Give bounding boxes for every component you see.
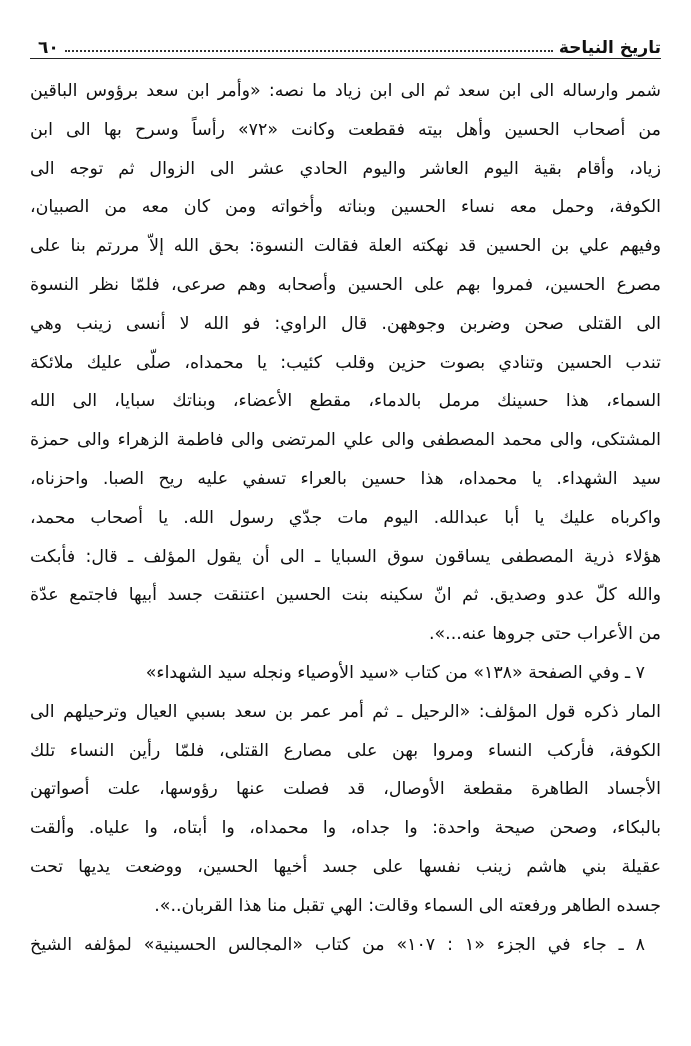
paragraph-8-start: ٨ ـ جاء في الجزء «١ : ١٠٧» من كتاب «المجالس الحسينية» لمؤلفه الشيخ	[30, 934, 645, 955]
paragraph-7-start: ٧ ـ وفي الصفحة «١٣٨» من كتاب «سيد الأوصياء ونجله سيد الشهداء»	[145, 662, 645, 683]
text-line: المشتكى، والى محمد المصطفى والى علي المرتضى والى فاطمة الزهراء والى حمزة	[30, 430, 661, 451]
text-line: من أصحاب الحسين وأهل بيته فقطعت وكانت «٧٢» رأساً وسرح بها الى ابن	[30, 119, 661, 140]
text-line: هؤلاء ذرية المصطفى يساقون سوق السبايا ـ الى أن يقول المؤلف ـ قال: فأبكت	[30, 546, 661, 567]
text-line: سيد الشهداء. يا محمداه، هذا حسين بالعراء تسفي عليه ريح الصبا. واحزناه،	[30, 468, 661, 489]
text-line: والله كلّ عدو وصديق. ثم انّ سكينه بنت الحسين اعتنقت جسد أبيها فاجتمع عدّة	[30, 585, 661, 606]
running-title: تاريخ النياحة	[558, 38, 661, 58]
text-line: الأجساد الطاهرة مقطعة الأوصال، قد فصلت عنها رؤوسها، علت أصواتهن	[30, 779, 661, 800]
page-number: ٦٠	[38, 38, 59, 58]
text-line: المار ذكره قول المؤلف: «الرحيل ـ ثم أمر عمر بن سعد بسبي العيال وترحيلهم الى	[30, 701, 661, 722]
text-line: تندب الحسين وتنادي بصوت حزين وقلب كئيب: يا محمداه، صلّى عليك ملائكة	[30, 352, 661, 373]
text-line: الكوفة، وحمل معه نساء الحسين وبناته وأخواته ومن كان معه من الصبيان،	[30, 197, 661, 218]
text-line: الى القتلى صحن وضربن وجوههن. قال الراوي: فو الله لا أنسى زينب وهي	[30, 313, 661, 334]
body-text	[30, 72, 661, 964]
text-line: من الأعراب حتى جروها عنه...».	[429, 624, 661, 645]
text-line: الكوفة، فأركب النساء ومروا بهن على مصارع القتلى، فلمّا رأين النساء تلك	[30, 740, 661, 761]
text-line: مصرع الحسين، فمروا بهم على الحسين وأصحابه وهم صرعى، فلمّا نظر النسوة	[30, 274, 661, 295]
text-line: السماء، هذا حسينك مرمل بالدماء، مقطع الأعضاء، وبناتك سبايا، الى الله	[30, 391, 661, 412]
text-line: جسده الطاهر ورفعته الى السماء وقالت: الهي تقبل منا هذا القربان..».	[154, 895, 661, 916]
text-line: وفيهم علي بن الحسين قد نهكته العلة فقالت النسوة: بحق الله إلاّ مررتم بنا على	[30, 236, 661, 257]
text-line: واكرباه عليك يا أبا عبدالله. اليوم مات جدّي رسول الله. يا أصحاب محمد،	[30, 507, 661, 528]
text-line: زياد، وأقام بقية اليوم العاشر واليوم الحادي عشر الى الزوال ثم توجه الى	[30, 158, 661, 179]
text-line: عقيلة بني هاشم زينب نفسها على جسد أخيها الحسين، ووضعت يديها تحت	[30, 856, 661, 877]
text-line: بالبكاء، وصحن صيحة واحدة: وا جداه، وا محمداه، وا أبتاه، وا علياه. وألقت	[30, 818, 661, 839]
page-header	[30, 28, 661, 59]
text-line: شمر وارساله الى ابن سعد ثم الى ابن زياد ما نصه: «وأمر ابن سعد برؤوس الباقين	[30, 81, 661, 101]
header-dot-leader	[65, 50, 553, 52]
